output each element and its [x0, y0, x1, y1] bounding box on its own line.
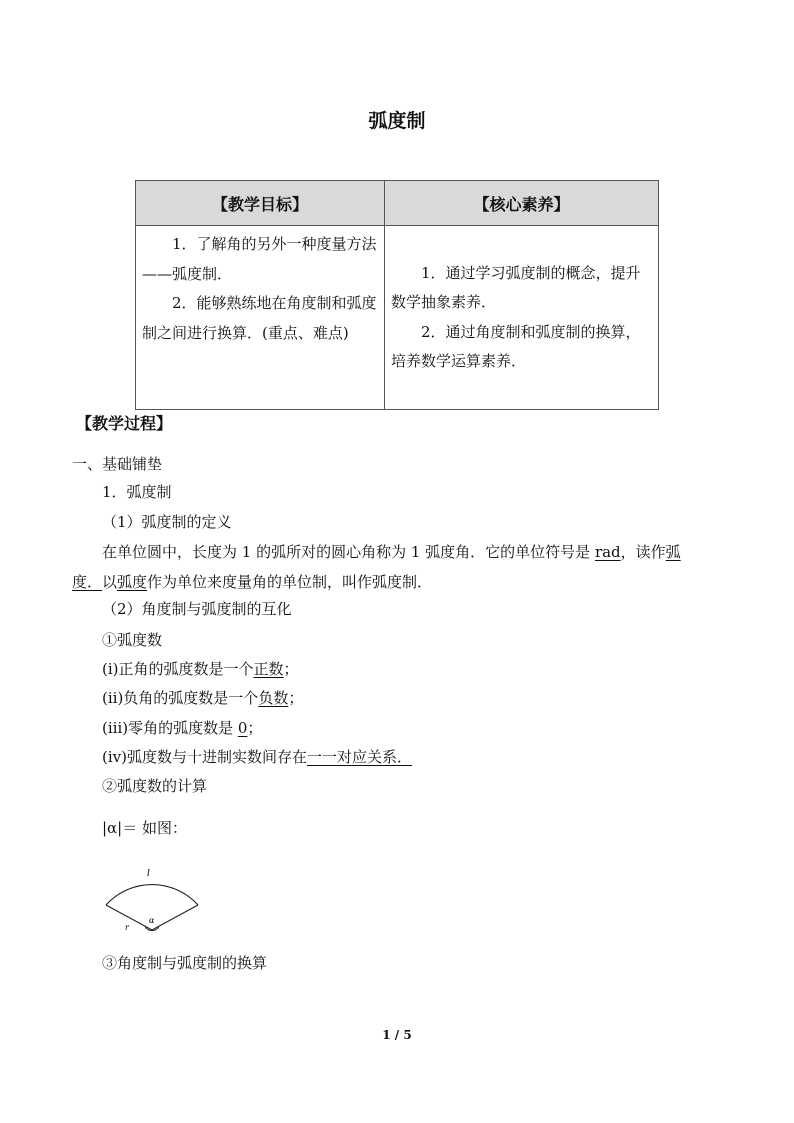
formula-line: |α|＝ 如图： — [102, 819, 188, 837]
goal-item: 1．了解角的另外一种度量方法——弧度制． — [142, 235, 377, 283]
sector-figure — [100, 862, 210, 937]
definition-paragraph: 在单位圆中，长度为 1 的弧所对的圆心角称为 1 弧度角．它的单位符号是 rad，读作弧度．以弧度作为单位来度量角的单位制，叫作弧度制． — [72, 543, 681, 591]
rule-item: (ⅰ)正角的弧度数是一个正数； — [102, 660, 299, 678]
subsection-heading: （1）弧度制的定义 — [102, 513, 232, 531]
arc-label: l — [147, 869, 150, 879]
list-heading: ③角度制与弧度制的换算 — [102, 954, 268, 972]
page-number: 1 / 5 — [382, 1028, 412, 1042]
abs-alpha: |α|＝ — [102, 819, 138, 837]
list-heading: ②弧度数的计算 — [102, 777, 208, 795]
rule-item: (ⅱ)负角的弧度数是一个负数； — [102, 689, 304, 707]
literacy-item: 1．通过学习弧度制的概念，提升数学抽象素养． — [391, 263, 641, 311]
process-heading: 【教学过程】 — [76, 414, 173, 433]
goal-item: 2．能够熟练地在角度制和弧度制之间进行换算．(重点、难点) — [142, 294, 377, 342]
page-title: 弧度制 — [368, 110, 426, 132]
core-literacy-cell — [385, 226, 659, 410]
teaching-goals-header: 【教学目标】 — [136, 181, 385, 226]
goals-table — [135, 180, 659, 410]
list-heading: ①弧度数 — [102, 631, 163, 649]
subsection-heading: （2）角度制与弧度制的互化 — [102, 600, 292, 618]
rule-item: (ⅳ)弧度数与十进制实数间存在一一对应关系． — [102, 748, 412, 766]
item-heading: 1．弧度制 — [102, 483, 172, 501]
section-heading: 一、基础铺垫 — [72, 455, 163, 473]
radius-label: r — [125, 923, 129, 932]
angle-label: α — [149, 916, 155, 925]
literacy-item: 2．通过角度制和弧度制的换算，培养数学运算素养． — [391, 322, 641, 370]
core-literacy-header: 【核心素养】 — [385, 181, 659, 226]
teaching-goals-cell — [136, 226, 385, 410]
rule-item: (ⅲ)零角的弧度数是 0； — [102, 719, 263, 737]
